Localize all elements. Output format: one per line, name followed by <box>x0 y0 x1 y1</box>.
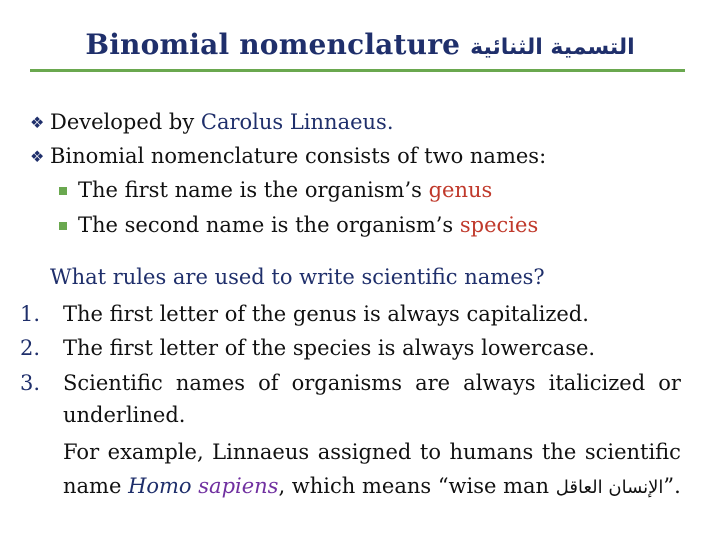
bullet-icon: ❖ <box>30 113 45 132</box>
title-arabic: التسمية الثنائية <box>470 35 635 60</box>
slide-title <box>0 28 720 61</box>
rule-3-word: are <box>415 371 451 395</box>
example-line-2 <box>63 476 681 497</box>
rule-number: 1. <box>20 302 41 326</box>
example-word: For <box>63 440 100 464</box>
rule-number: 2. <box>20 336 41 360</box>
sub-bullet-icon <box>59 222 67 230</box>
example-word: Linnaeus <box>212 440 310 464</box>
rules-question: What rules are used to write scientific names? <box>50 265 545 289</box>
arabic-wise-man: الإنسان العاقل <box>555 477 664 498</box>
rule-3-word: organisms <box>291 371 402 395</box>
example-meaning: , which means “wise man <box>278 474 556 498</box>
rule-3-continuation: underlined. <box>63 403 186 427</box>
rule-3-word: or <box>658 371 681 395</box>
example-word: example, <box>107 440 204 464</box>
example-word: humans <box>449 440 534 464</box>
sub-bullet-icon <box>59 187 67 195</box>
rule-3-word: names <box>175 371 246 395</box>
example-word: assigned <box>317 440 412 464</box>
rule-3-word: always <box>463 371 536 395</box>
bullet-developed-by <box>50 112 394 133</box>
species-word: species <box>459 213 539 237</box>
rule-number: 3. <box>20 371 41 395</box>
rule-3-line <box>63 373 681 394</box>
example-end: ”. <box>663 474 681 498</box>
example-name-prefix: name <box>63 474 129 498</box>
rule-1-text: The first letter of the genus is always capitalized. <box>63 302 589 326</box>
linnaeus-name: Carolus Linnaeus. <box>200 110 394 134</box>
sub-bullet-text: The first name is the organism’s <box>78 178 429 202</box>
example-word: to <box>419 440 441 464</box>
sub-bullet-species <box>78 215 538 236</box>
bullet-icon: ❖ <box>30 147 45 166</box>
bullet-two-names <box>50 146 546 167</box>
sub-bullet-text: The second name is the organism’s <box>78 213 460 237</box>
title-english: Binomial nomenclature <box>85 28 461 61</box>
example-word: scientific <box>584 440 681 464</box>
bullet-text: Binomial nomenclature consists of two names: <box>50 144 547 168</box>
genus-word: genus <box>428 178 493 202</box>
bullet-text: Developed by <box>50 110 201 134</box>
sub-bullet-genus <box>78 180 492 201</box>
species-sapiens: sapiens <box>198 474 279 498</box>
rule-3-word: of <box>258 371 279 395</box>
rule-3-word: Scientific <box>63 371 163 395</box>
example-word: the <box>541 440 577 464</box>
rule-3-word: italicized <box>548 371 646 395</box>
title-divider <box>30 69 685 72</box>
example-line-1 <box>63 442 681 463</box>
genus-homo: Homo <box>128 474 192 498</box>
rule-2-text: The first letter of the species is always lowercase. <box>63 336 596 360</box>
